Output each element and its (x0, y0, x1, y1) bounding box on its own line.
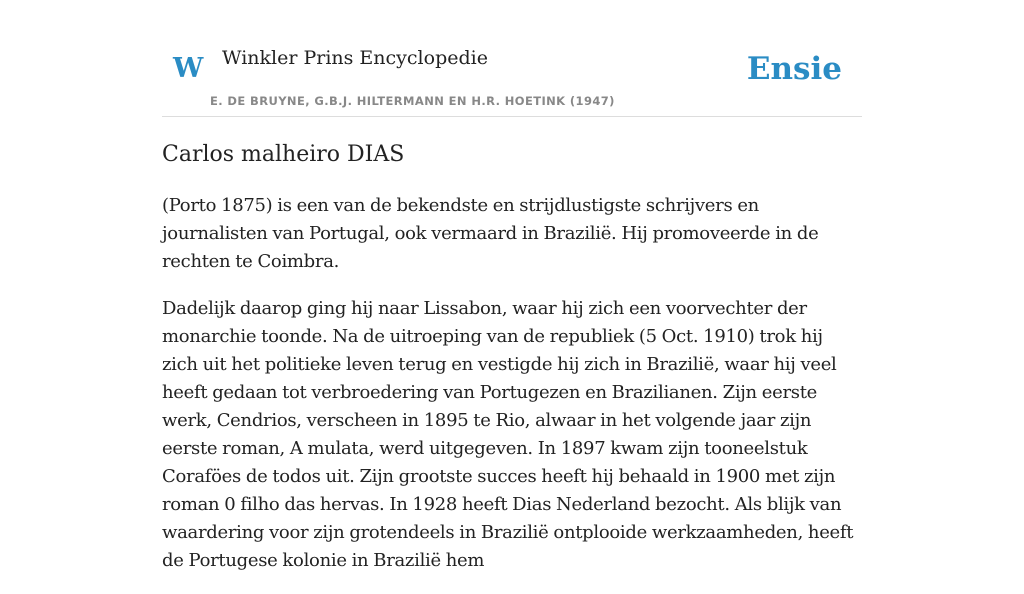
article-body (162, 192, 862, 594)
article-paragraph: (Porto 1875) is een van de bekendste en strijdlustigste schrijvers en journalisten van Portugal, ook vermaard in Brazilië. Hij promoveerde in de rechten te Coimbra. (162, 195, 819, 272)
site-authors: E. DE BRUYNE, G.B.J. HILTERMANN EN H.R. HOETINK (1947) (210, 94, 615, 108)
article-paragraph: Dadelijk daarop ging hij naar Lissabon, waar hij zich een voorvechter der monarchie toonde. Na de uitroeping van de republiek (5 Oct. 1910) trok hij zich uit het politieke leven terug en vestigde hij zich in Brazilië, waar hij veel heeft gedaan tot verbroedering van Portugezen en Brazilianen. Zijn eerste werk, Cendrios, verscheen in 1895 te Rio, alwaar in het volgende jaar zijn eerste roman, A mulata, werd uitgegeven. In 1897 kwam zijn tooneelstuk Coraföes de todos uit. Zijn grootste succes heeft hij behaald in 1900 met zijn roman 0 filho das hervas. In 1928 heeft Dias Nederland bezocht. Als blijk van waardering voor zijn grotendeels in Brazilië ontplooide werkzaamheden, heeft de Portugese kolonie in Brazilië hem (162, 298, 854, 571)
site-header (162, 0, 862, 117)
page (162, 0, 862, 571)
article-title: Carlos malheiro DIAS (162, 142, 405, 167)
site-title[interactable]: Winkler Prins Encyclopedie (222, 47, 488, 69)
brand-logo[interactable]: Ensie (746, 51, 842, 87)
site-logo[interactable]: W (173, 53, 204, 84)
